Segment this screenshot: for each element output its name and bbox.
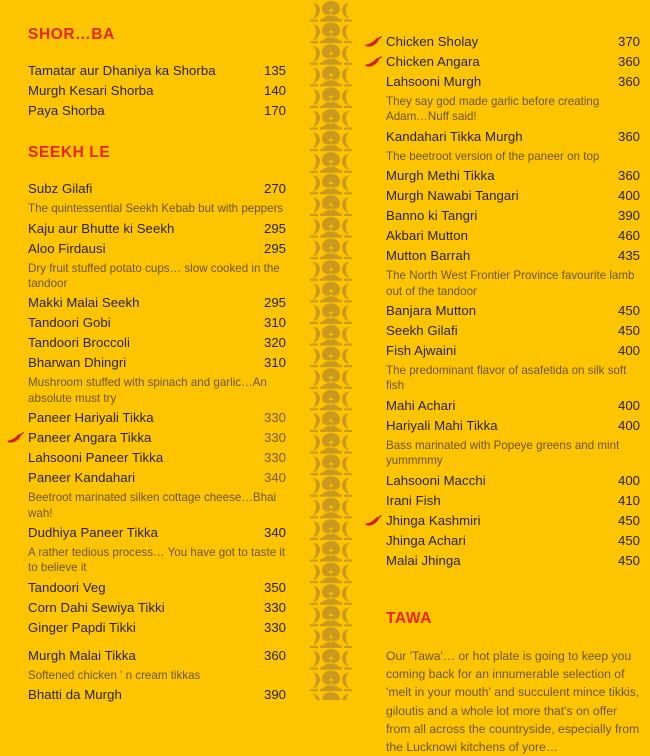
menu-item-price: 140	[263, 83, 286, 99]
menu-item-price: 360	[617, 128, 640, 144]
menu-item-name: Chicken Sholay	[386, 34, 479, 49]
menu-item-price: 330	[263, 450, 286, 466]
menu-item-name: Akbari Mutton	[386, 228, 469, 244]
right-column	[354, 0, 650, 756]
menu-item-row	[28, 430, 286, 445]
menu-item-row	[386, 228, 640, 243]
menu-item-inner	[28, 83, 286, 98]
menu-item-inner	[28, 221, 286, 236]
menu-item-price: 390	[617, 208, 640, 224]
menu-item-inner	[386, 343, 640, 358]
menu-item-row	[28, 525, 286, 540]
menu-item-description: A rather tedious process… You have got to taste it to believe it	[28, 545, 286, 575]
menu-item-row	[28, 241, 286, 256]
menu-item-name: Jhinga Achari	[386, 532, 466, 548]
menu-item-row	[386, 418, 640, 433]
menu-item-price: 310	[263, 355, 286, 371]
menu-item-inner	[28, 430, 286, 445]
menu-item-row	[28, 410, 286, 425]
right-menu-list	[386, 34, 640, 568]
menu-item-name: Banno ki Tangri	[386, 208, 478, 224]
tawa-blurb: Our 'Tawa'… or hot plate is going to keep you coming back for an innumerable selection of 'melt in your mouth' and succulent mince tikkis, giloutis and a whole lot more that's on offer from all across the countryside, especially from the Lucknowi kitchens of yore…	[386, 648, 640, 755]
chili-pepper-icon	[364, 35, 382, 48]
menu-item-row	[386, 323, 640, 338]
menu-item-inner	[386, 398, 640, 413]
menu-item-inner	[28, 241, 286, 256]
menu-item-name: Banjara Mutton	[386, 303, 477, 319]
menu-item-row	[386, 553, 640, 568]
menu-item-description: Softened chicken ' n cream tikkas	[28, 668, 201, 682]
section-heading-tawa: TAWA	[386, 609, 433, 627]
menu-item-row	[28, 450, 286, 465]
menu-item-name: Fish Ajwaini	[386, 343, 457, 359]
menu-item-price: 390	[263, 687, 286, 703]
menu-item-price: 360	[263, 647, 286, 663]
menu-item-description: The quintessential Seekh Kebab but with peppers	[28, 202, 284, 216]
menu-item-name: Makki Malai Seekh	[28, 295, 140, 311]
menu-item-row	[386, 34, 640, 49]
menu-item-name: Dudhiya Paneer Tikka	[28, 524, 159, 540]
menu-item-description: Mushroom stuffed with spinach and garlic…An absolute must try	[28, 376, 267, 405]
chili-pepper-icon	[6, 431, 24, 444]
menu-item-row	[28, 620, 286, 635]
section-menu-list	[28, 63, 286, 118]
menu-item-price: 400	[617, 417, 640, 433]
menu-item-name: Irani Fish	[386, 492, 441, 508]
menu-item-row	[386, 303, 640, 318]
menu-item-price: 295	[263, 220, 286, 236]
menu-item-price: 410	[617, 492, 640, 508]
menu-item-description: The predominant flavor of asafetida on silk soft fish	[386, 364, 627, 393]
menu-item-inner	[28, 648, 286, 663]
menu-item-row	[28, 63, 286, 78]
menu-item-name: Jhinga Kashmiri	[386, 512, 481, 528]
menu-item-row	[28, 600, 286, 615]
menu-item-name: Tamatar aur Dhaniya ka Shorba	[28, 63, 216, 79]
menu-item-inner	[28, 470, 286, 485]
menu-item-inner	[28, 600, 286, 615]
menu-item-inner	[386, 54, 640, 69]
menu-item-row	[386, 398, 640, 413]
menu-item-price: 450	[617, 512, 640, 528]
section-heading: SHOR…BA	[28, 26, 115, 43]
menu-item-inner	[386, 493, 640, 508]
menu-item-price: 295	[263, 295, 286, 311]
menu-item-row	[28, 83, 286, 98]
menu-item-inner	[386, 473, 640, 488]
chili-indicator	[364, 35, 382, 48]
menu-item-name: Lahsooni Paneer Tikka	[28, 450, 164, 466]
menu-item-inner	[28, 355, 286, 370]
menu-item-price: 330	[263, 410, 286, 426]
menu-item-name: Lahsooni Murgh	[386, 74, 482, 89]
menu-item-name: Kaju aur Bhutte ki Seekh	[28, 220, 175, 236]
menu-item-inner	[28, 580, 286, 595]
menu-item-price: 360	[617, 54, 640, 69]
menu-item-price: 170	[263, 103, 286, 119]
menu-item-name: Lahsooni Macchi	[386, 472, 486, 488]
menu-item-price: 270	[263, 181, 286, 197]
menu-item-name: Tandoori Gobi	[28, 315, 111, 331]
menu-item-row	[386, 129, 640, 144]
menu-item-inner	[386, 34, 640, 49]
menu-item-name: Murgh Malai Tikka	[28, 647, 136, 663]
menu-item-inner	[386, 303, 640, 318]
menu-item-inner	[386, 418, 640, 433]
menu-item-price: 310	[263, 315, 286, 331]
menu-item-inner	[28, 295, 286, 310]
menu-item-row	[386, 188, 640, 203]
menu-item-price: 450	[617, 303, 640, 319]
menu-item-price: 450	[617, 532, 640, 548]
menu-item-row	[28, 315, 286, 330]
menu-item-name: Mutton Barrah	[386, 248, 471, 264]
menu-item-price: 320	[263, 335, 286, 351]
menu-item-inner	[28, 315, 286, 330]
menu-item-name: Paneer Kandahari	[28, 470, 136, 486]
menu-item-row	[28, 221, 286, 236]
menu-item-inner	[28, 63, 286, 78]
menu-item-inner	[28, 410, 286, 425]
menu-item-name: Paneer Hariyali Tikka	[28, 410, 154, 426]
menu-item-row	[28, 355, 286, 370]
menu-item-inner	[386, 188, 640, 203]
menu-item-price: 340	[263, 524, 286, 540]
menu-item-price: 435	[617, 248, 640, 264]
tawa-section	[386, 610, 640, 756]
menu-item-name: Tandoori Broccoli	[28, 335, 131, 351]
menu-item-price: 370	[617, 34, 640, 49]
menu-item-inner	[386, 74, 640, 89]
menu-item-row	[386, 533, 640, 548]
menu-item-name: Kandahari Tikka Murgh	[386, 128, 523, 144]
menu-item-description: The North West Frontier Province favourite lamb out of the tandoor	[386, 269, 635, 298]
menu-item-row	[28, 295, 286, 310]
menu-item-price: 450	[617, 323, 640, 339]
chili-pepper-icon	[364, 514, 382, 527]
menu-item-price: 330	[263, 599, 286, 615]
menu-item-name: Corn Dahi Sewiya Tikki	[28, 599, 165, 615]
menu-item-row	[28, 335, 286, 350]
section-heading: SEEKH LE	[28, 144, 111, 162]
menu-item-name: Murgh Nawabi Tangari	[386, 188, 519, 204]
menu-item-name: Murgh Methi Tikka	[386, 168, 495, 184]
menu-item-inner	[386, 129, 640, 144]
menu-item-inner	[386, 513, 640, 528]
menu-item-inner	[386, 248, 640, 263]
menu-item-price: 400	[617, 343, 640, 359]
chili-indicator	[6, 431, 24, 444]
menu-item-price: 330	[263, 430, 286, 446]
menu-item-inner	[386, 228, 640, 243]
menu-item-price: 360	[617, 168, 640, 184]
menu-item-name: Paneer Angara Tikka	[28, 430, 152, 446]
menu-item-name: Chicken Angara	[386, 54, 480, 69]
ornamental-divider-icon	[308, 0, 354, 700]
menu-item-name: Bhatti da Murgh	[28, 687, 122, 703]
menu-item-row	[386, 473, 640, 488]
menu-item-name: Hariyali Mahi Tikka	[386, 417, 498, 433]
menu-item-name: Tandoori Veg	[28, 579, 106, 595]
menu-item-row	[28, 103, 286, 118]
menu-item-price: 330	[263, 619, 286, 635]
menu-item-row	[386, 208, 640, 223]
left-column	[0, 0, 308, 707]
chili-indicator	[364, 55, 382, 68]
menu-item-row	[386, 493, 640, 508]
menu-item-description: Bass marinated with Popeye greens and mint yummmmy	[386, 438, 620, 468]
menu-item-row	[386, 74, 640, 89]
menu-item-inner	[28, 181, 286, 196]
chili-pepper-icon	[364, 55, 382, 68]
menu-item-description: The beetroot version of the paneer on top	[386, 149, 600, 163]
menu-item-price: 295	[263, 240, 286, 256]
menu-item-row	[386, 248, 640, 263]
menu-item-price: 450	[617, 552, 640, 568]
menu-item-inner	[386, 208, 640, 223]
menu-item-inner	[386, 533, 640, 548]
menu-item-name: Murgh Kesari Shorba	[28, 83, 154, 99]
menu-item-inner	[386, 323, 640, 338]
menu-item-name: Aloo Firdausi	[28, 240, 106, 256]
menu-item-description: They say god made garlic before creating Adam…Nuff said!	[386, 95, 600, 124]
menu-item-row	[386, 343, 640, 358]
menu-item-inner	[28, 620, 286, 635]
menu-item-inner	[386, 553, 640, 568]
menu-item-row	[28, 648, 286, 663]
menu-item-price: 400	[617, 472, 640, 488]
menu-item-inner	[386, 168, 640, 183]
menu-item-inner	[28, 525, 286, 540]
chili-indicator	[364, 514, 382, 527]
menu-item-name: Seekh Gilafi	[386, 323, 458, 339]
menu-item-name: Bharwan Dhingri	[28, 355, 127, 371]
menu-item-name: Mahi Achari	[386, 397, 456, 413]
menu-item-name: Malai Jhinga	[386, 552, 461, 568]
menu-item-row	[28, 470, 286, 485]
menu-item-price: 400	[617, 397, 640, 413]
menu-item-row	[386, 168, 640, 183]
menu-item-price: 135	[263, 63, 286, 79]
menu-item-inner	[28, 335, 286, 350]
menu-item-inner	[28, 450, 286, 465]
menu-item-row	[28, 181, 286, 196]
menu-item-price: 360	[617, 74, 640, 89]
left-sections	[28, 26, 286, 702]
section-menu-list	[28, 181, 286, 702]
menu-item-name: Paya Shorba	[28, 103, 105, 119]
menu-item-name: Subz Gilafi	[28, 181, 93, 197]
menu-item-price: 400	[617, 188, 640, 204]
menu-item-row	[386, 513, 640, 528]
menu-item-price: 340	[263, 470, 286, 486]
menu-item-price: 460	[617, 228, 640, 244]
menu-item-inner	[28, 103, 286, 118]
menu-item-row	[28, 580, 286, 595]
menu-item-description: Beetroot marinated silken cottage cheese…Bhai wah!	[28, 491, 277, 520]
menu-item-description: Dry fruit stuffed potato cups… slow cooked in the tandoor	[28, 261, 280, 290]
menu-item-price: 350	[263, 579, 286, 595]
menu-item-row	[386, 54, 640, 69]
menu-item-name: Ginger Papdi Tikki	[28, 619, 136, 635]
